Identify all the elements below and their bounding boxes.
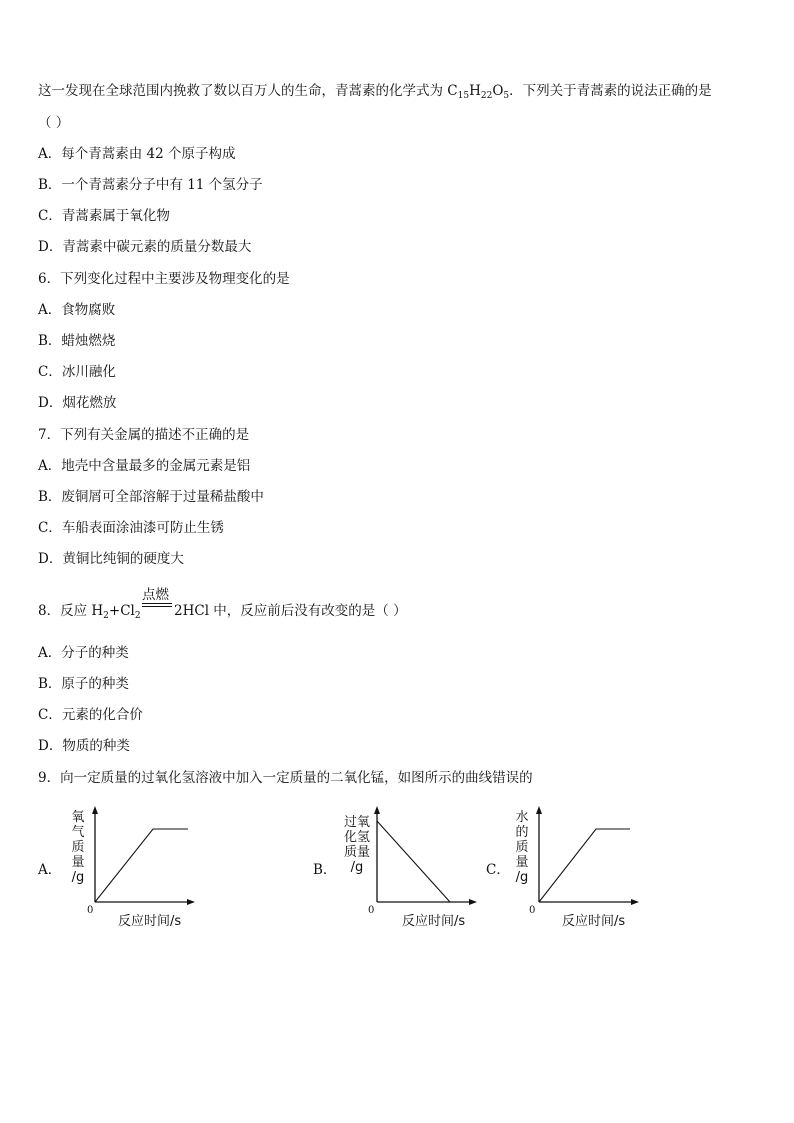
q5-stem-text-end: ．下列关于青蒿素的说法正确的是 [509, 83, 712, 99]
x-axis-arrow [187, 899, 195, 905]
q9-graph-a-origin: 0 [87, 905, 94, 916]
q9-graph-c-xlabel: 反应时间/s [562, 914, 626, 929]
q9-graph-b-xlabel: 反应时间/s [402, 914, 466, 929]
ylabel-line: 氧 [71, 810, 85, 825]
q9-stem: 9．向一定质量的过氧化氢溶液中加入一定质量的二氧化锰，如图所示的曲线错误的 [38, 770, 533, 786]
y-axis-arrow [374, 806, 380, 814]
q9-graph-c-origin: 0 [529, 905, 536, 916]
formula-subscript: 2 [103, 611, 109, 621]
x-axis-arrow [469, 899, 477, 905]
ylabel-line: 质 [71, 840, 85, 855]
q9-graph-c-ylabel [510, 810, 534, 885]
q6-option-b: B．蜡烛燃烧 [38, 333, 116, 349]
curve-rise-then-flat [95, 829, 188, 902]
q8-option-c: C．元素的化合价 [38, 707, 143, 723]
formula-subscript: 15 [457, 91, 470, 101]
y-axis-arrow [92, 806, 98, 814]
q8-option-b: B．原子的种类 [38, 676, 129, 692]
ylabel-line: 化氢 [343, 830, 370, 845]
q8-prefix: 8．反应 H [38, 603, 104, 619]
equation-bar [142, 603, 172, 604]
q9-graph-a-label: A． [38, 862, 62, 878]
q6-option-d: D．烟花燃放 [38, 395, 117, 411]
q7-option-c: C．车船表面涂油漆可防止生锈 [38, 520, 224, 536]
formula-subscript: 5 [503, 91, 510, 101]
q8-product-and-tail [174, 599, 407, 619]
q9-graph-b-origin: 0 [368, 905, 375, 916]
y-axis-arrow [536, 806, 542, 814]
q5-option-d: D．青蒿素中碳元素的质量分数最大 [38, 239, 252, 255]
q8-product: 2HCl [174, 603, 210, 619]
equation-bar [142, 606, 172, 607]
curve-rise-then-flat [539, 829, 630, 902]
formula-subscript: 22 [480, 91, 493, 101]
q9-graph-a-ylabel [66, 810, 90, 885]
formula-subscript: 2 [134, 611, 141, 621]
formula-h: H [469, 83, 481, 99]
ylabel-line: 气 [71, 825, 85, 840]
ylabel-line: 质量 [343, 845, 370, 860]
q6-option-c: C．冰川融化 [38, 364, 116, 380]
q5-option-b: B．一个青蒿素分子中有 11 个氢分子 [38, 177, 263, 193]
q9-graph-a-plot [88, 805, 198, 905]
ylabel-line: /g [71, 870, 85, 885]
q7-stem: 7．下列有关金属的描述不正确的是 [38, 427, 250, 443]
ylabel-line: /g [515, 870, 529, 885]
q7-option-b: B．废铜屑可全部溶解于过量稀盐酸中 [38, 489, 264, 505]
q8-reactants [38, 599, 141, 621]
reaction-condition: 点燃 [142, 587, 169, 603]
q9-graph-c-plot [532, 805, 642, 905]
q9-graph-b-ylabel [341, 815, 373, 875]
q5-stem-text: 这一发现在全球范围内挽救了数以百万人的生命，青蒿素的化学式为 C [38, 83, 458, 99]
ylabel-line: 量 [71, 855, 85, 870]
q5-option-a: A．每个青蒿素由 42 个原子构成 [38, 146, 236, 162]
x-axis-arrow [631, 899, 639, 905]
q7-option-a: A．地壳中含量最多的金属元素是铝 [38, 458, 251, 474]
q6-option-a: A．食物腐败 [38, 302, 116, 318]
ylabel-line: 质 [515, 840, 529, 855]
q9-graph-c-label: C． [486, 862, 510, 878]
curve-decrease-to-zero [377, 821, 450, 902]
formula-o: O [492, 83, 504, 99]
q5-stem [38, 82, 712, 105]
q9-graph-b-label: B． [313, 862, 337, 878]
q6-stem: 6．下列变化过程中主要涉及物理变化的是 [38, 271, 290, 287]
ylabel-line: 量 [515, 855, 529, 870]
q5-answer-paren: （ ） [38, 115, 70, 131]
q8-cl: +Cl [108, 603, 135, 619]
ylabel-line: /g [350, 860, 364, 875]
q8-tail: 中，反应前后没有改变的是（ ） [209, 603, 407, 619]
ylabel-line: 的 [515, 825, 529, 840]
q9-graph-a-xlabel: 反应时间/s [118, 914, 182, 929]
q9-graph-b-plot [370, 805, 480, 905]
q7-option-d: D．黄铜比纯铜的硬度大 [38, 551, 184, 567]
ylabel-line: 水 [515, 810, 529, 825]
q8-option-a: A．分子的种类 [38, 645, 129, 661]
q5-option-c: C．青蒿素属于氧化物 [38, 208, 170, 224]
ylabel-line: 过氧 [343, 815, 370, 830]
q8-option-d: D．物质的种类 [38, 738, 130, 754]
